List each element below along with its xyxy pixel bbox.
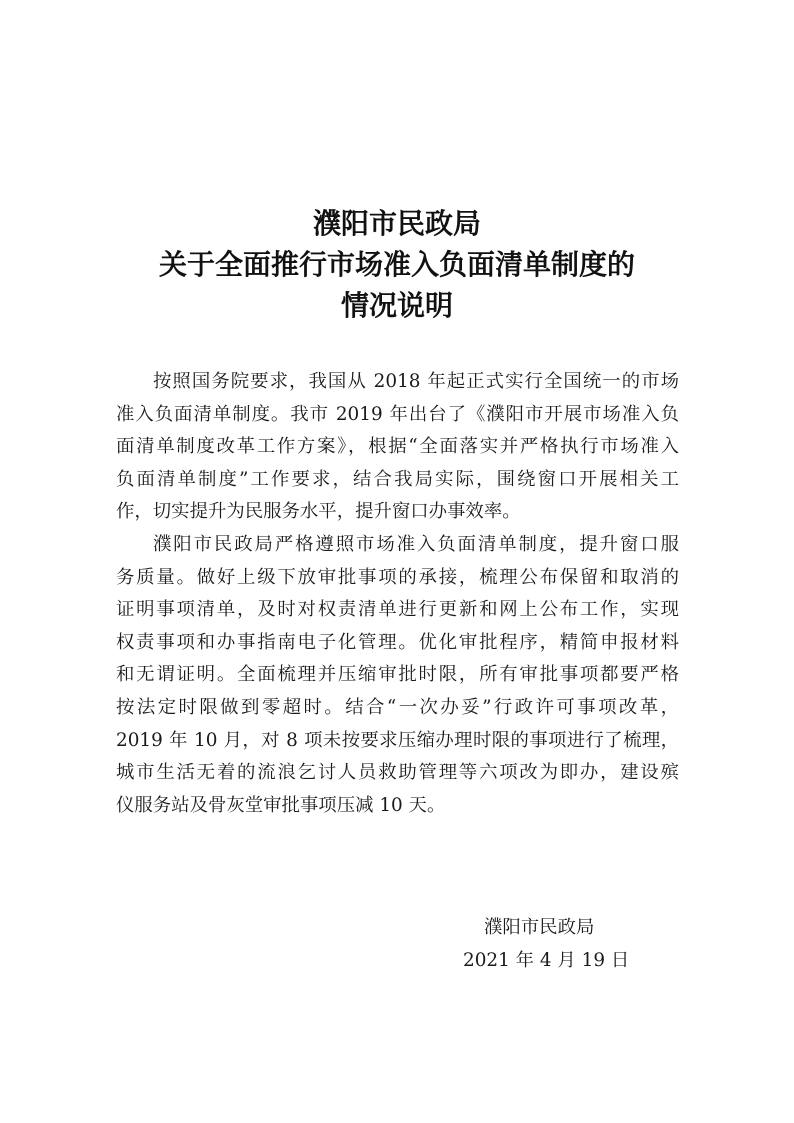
paragraph-line: 权责事项和办事指南电子化管理。优化审批程序，精简申报材料 xyxy=(116,631,679,653)
paragraph-line: 准入负面清单制度。我市 2019 年出台了《濮阳市开展市场准入负 xyxy=(116,403,679,425)
paragraph-line: 2019 年 10 月，对 8 项未按要求压缩办理时限的事项进行了梳理， xyxy=(116,729,679,751)
title-line-organization: 濮阳市民政局 xyxy=(312,207,481,240)
title-line-type: 情况说明 xyxy=(340,289,453,322)
title-line-subject: 关于全面推行市场准入负面清单制度的 xyxy=(158,248,635,281)
paragraph-line: 仪服务站及骨灰堂审批事项压减 10 天。 xyxy=(116,794,446,816)
paragraph-line: 按照国务院要求，我国从 2018 年起正式实行全国统一的市场 xyxy=(153,371,679,392)
paragraph-line: 务质量。做好上级下放审批事项的承接，梳理公布保留和取消的 xyxy=(116,566,679,588)
paragraph-line: 面清单制度改革工作方案》，根据“全面落实并严格执行市场准入 xyxy=(116,436,679,458)
signature-organization: 濮阳市民政局 xyxy=(484,917,595,938)
signature-date: 2021 年 4 月 19 日 xyxy=(463,950,630,971)
paragraph-1 xyxy=(116,366,679,529)
paragraph-line: 濮阳市民政局严格遵照市场准入负面清单制度，提升窗口服 xyxy=(153,533,679,555)
document-body xyxy=(116,366,679,822)
paragraph-line: 按法定时限做到零超时。结合“一次办妥”行政许可事项改革， xyxy=(116,696,679,718)
paragraph-2 xyxy=(116,529,679,822)
paragraph-line: 负面清单制度”工作要求，结合我局实际，围绕窗口开展相关工 xyxy=(116,468,679,490)
document-title xyxy=(0,203,794,326)
paragraph-line: 和无谓证明。全面梳理并压缩审批时限，所有审批事项都要严格 xyxy=(116,664,679,686)
paragraph-line: 城市生活无着的流浪乞讨人员救助管理等六项改为即办，建设殡 xyxy=(116,762,679,784)
paragraph-line: 证明事项清单，及时对权责清单进行更新和网上公布工作，实现 xyxy=(116,599,679,621)
paragraph-line: 作，切实提升为民服务水平，提升窗口办事效率。 xyxy=(116,501,521,523)
